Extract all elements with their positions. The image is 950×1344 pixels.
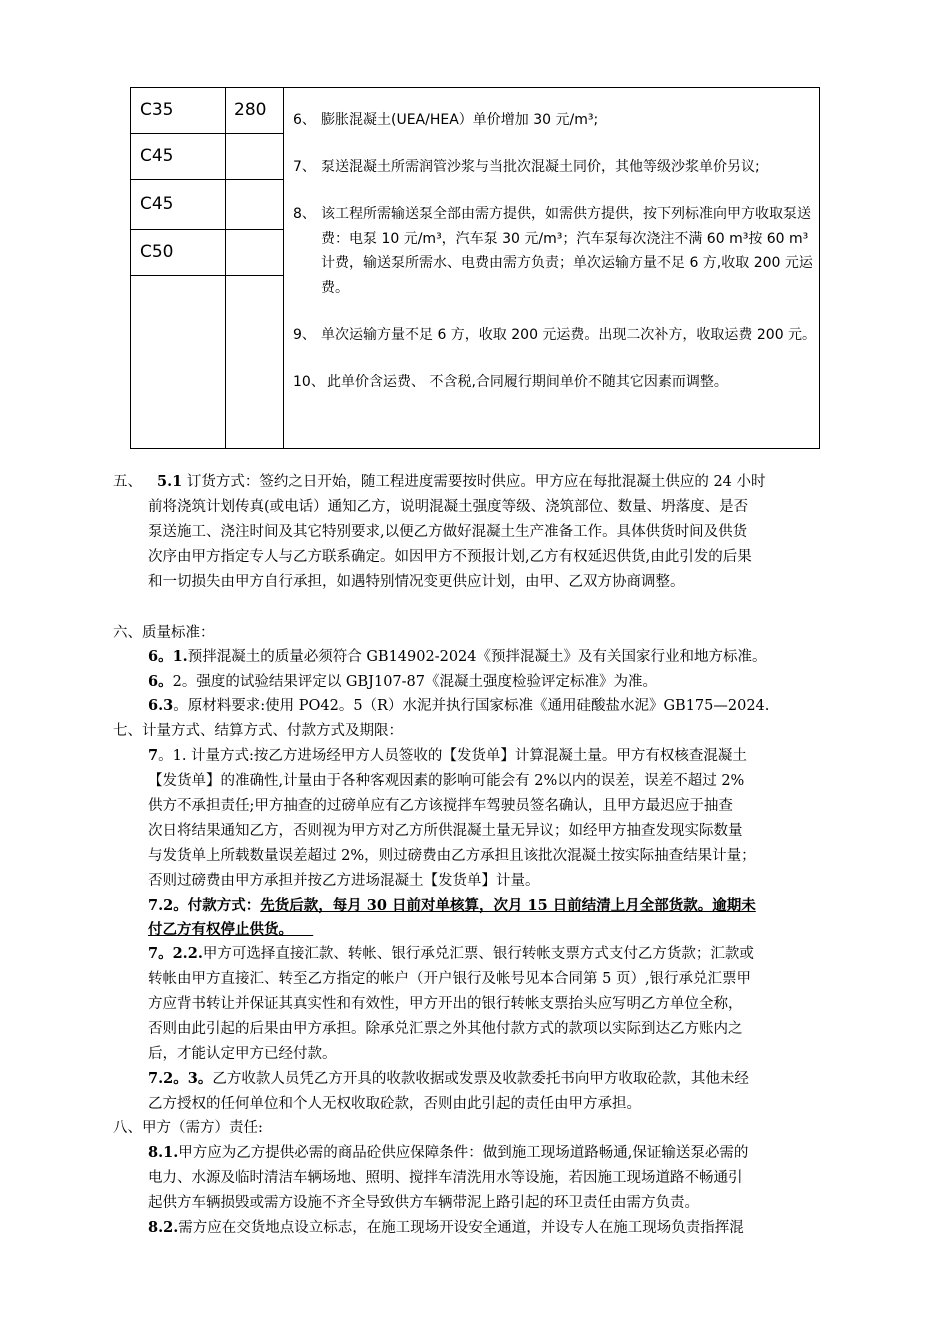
note-text: 泵送混凝土所需润管沙浆与当批次混凝土同价，其他等级沙浆单价另议; [321, 158, 760, 175]
clause-number: 6。1. [148, 648, 188, 665]
price-notes [293, 108, 818, 394]
clause-text: 甲方可选择直接汇款、转帐、银行承兑汇票、银行转帐支票方式支付乙方货款；汇款或 [202, 946, 754, 962]
clause-number: 8.1. [148, 1144, 179, 1161]
payment-terms-line [148, 894, 756, 919]
note-text: 膨胀混凝土(UEA/HEA）单价增加 30 元/m³; [321, 112, 599, 128]
section-7-title: 七、计量方式、结算方式、付款方式及期限： [113, 723, 403, 739]
section-7-line: 与发货单上所载数量误差超过 2%，则过磅费由乙方承担且该批次混凝土按实际抽查结果计量； [148, 848, 756, 864]
clause-text: 乙方收款人员凭乙方开具的收款收据或发票及收款委托书向甲方收取砼款，其他未经 [212, 1071, 749, 1087]
section-8-line [148, 1141, 748, 1166]
clause-text: 预拌混凝土的质量必须符合 GB14902-2024《预拌混凝土》及有关国家行业和地方标准。 [187, 649, 767, 665]
section-7-line: 后，才能认定甲方已经付款。 [148, 1046, 337, 1062]
section-7-line: 否则由此引起的后果由甲方承担。除承兑汇票之外其他付款方式的款项以实际到达乙方账内之 [148, 1021, 743, 1037]
section-5-line: 和一切损失由甲方自行承担，如遇特别情况变更供应计划，由甲、乙双方协商调整。 [148, 574, 685, 590]
clause-number: 6.3 [148, 697, 174, 714]
section-5-line: 泵送施工、浇注时间及其它特别要求,以便乙方做好混凝土生产准备工作。具体供货时间及供货 [148, 524, 748, 540]
grade-cell: C35 [131, 88, 225, 134]
note-text: 该工程所需输送泵全部由需方提供，如需供方提供，按下列标准向甲方收取泵送费：电泵 10 元/m³，汽车泵 30 元/m³；汽车泵每次浇注不满 60 m³按 60 m³计费，输送泵所需水、电费由需方负责；单次运输方量不足 6 方,收取 200 元运费。 [321, 206, 813, 296]
section-6-item [148, 645, 767, 670]
section-8-line: 电力、水源及临时清洁车辆场地、照明、搅拌车清洗用水等设施，若因施工现场道路不畅通引 [148, 1170, 743, 1186]
section-5-line: 前将浇筑计划传真(或电话）通知乙方，说明混凝土强度等级、浇筑部位、数量、坍落度、是否 [148, 499, 749, 515]
note-item [293, 155, 818, 180]
clause-text: 甲方应为乙方提供必需的商品砼供应保障条件：做到施工现场道路畅通,保证输送泵必需的 [178, 1145, 749, 1161]
grade-cell: C45 [131, 134, 225, 180]
clause-number: 6。 [148, 673, 173, 690]
payment-terms-text: 付乙方有权停止供货。 [148, 921, 293, 938]
section-6-item [148, 694, 769, 719]
grade-column [131, 88, 226, 448]
grade-cell [131, 276, 225, 448]
section-5-heading: 五、 [113, 474, 142, 490]
section-8-line: 起供方车辆损毁或需方设施不齐全导致供方车辆带泥上路引起的环卫责任由需方负责。 [148, 1195, 699, 1211]
note-item [293, 202, 818, 300]
section-7-line: 乙方授权的任何单位和个人无权收取砼款，否则由此引起的责任由甲方承担。 [148, 1096, 641, 1112]
clause-text: 需方应在交货地点设立标志，在施工现场开设安全通道，并设专人在施工现场负责指挥混 [178, 1220, 744, 1236]
price-cell [226, 230, 283, 276]
section-6-item [148, 670, 657, 695]
grade-cell: C50 [131, 230, 225, 276]
clause-text: 订货方式：签约之日开始，随工程进度需要按时供应。甲方应在每批混凝土供应的 24 小时 [186, 474, 766, 490]
section-5-line [157, 470, 766, 495]
note-number: 6、 [293, 112, 316, 128]
clause-number: 5.1 [157, 473, 183, 490]
clause-text: 。原材料要求:使用 PO42。5（R）水泥并执行国家标准《通用硅酸盐水泥》GB175—2024. [173, 698, 770, 714]
note-item [293, 370, 818, 395]
price-cell [226, 180, 283, 230]
note-text: 单次运输方量不足 6 方，收取 200 元运费。出现二次补方，收取运费 200 元。 [321, 327, 817, 343]
payment-terms-line [148, 918, 313, 943]
section-5-line: 次序由甲方指定专人与乙方联系确定。如因甲方不预报计划,乙方有权延迟供货,由此引发的后果 [148, 549, 752, 565]
note-number: 7、 [293, 158, 316, 175]
note-item [293, 108, 818, 133]
section-7-line: 供方不承担责任;甲方抽查的过磅单应有乙方该搅拌车驾驶员签名确认，且甲方最迟应于抽查 [148, 798, 733, 814]
section-7-line: 次日将结果通知乙方，否则视为甲方对乙方所供混凝土量无异议；如经甲方抽查发现实际数量 [148, 823, 743, 839]
clause-text: 2。强度的试验结果评定以 GBJ107-87《混凝土强度检验评定标准》为准。 [172, 674, 658, 690]
section-8-line [148, 1216, 744, 1241]
price-cell [226, 134, 283, 180]
clause-number: 7.2。3。 [148, 1070, 213, 1087]
price-column [226, 88, 284, 448]
section-7-line: 【发货单】的准确性,计量由于各种客观因素的影响可能会有 2%以内的误差，误差不超过 2% [148, 773, 745, 789]
section-7-line [148, 1067, 749, 1092]
price-cell [226, 276, 283, 448]
clause-number: 7 [148, 747, 159, 764]
section-7-line [148, 942, 754, 967]
section-7-line: 否则过磅费由甲方承担并按乙方进场混凝土【发货单】计量。 [148, 873, 540, 889]
note-number: 9、 [293, 327, 316, 343]
note-text: 此单价含运费、 不含税,合同履行期间单价不随其它因素而调整。 [327, 373, 728, 390]
section-7-line [148, 744, 747, 769]
clause-number: 7。2.2. [148, 945, 203, 962]
clause-text: 。1. 计量方式:按乙方进场经甲方人员签收的【发货单】计算混凝土量。甲方有权核查混凝土 [158, 748, 747, 764]
note-number: 10、 [293, 373, 325, 390]
section-8-title: 八、甲方（需方）责任: [113, 1120, 263, 1136]
section-7-line: 方应背书转让并保证其真实性和有效性，甲方开出的银行转帐支票抬头应写明乙方单位全称， [148, 996, 743, 1012]
price-cell: 280 [226, 88, 283, 134]
grade-cell: C45 [131, 180, 225, 230]
section-7-line: 转帐由甲方直接汇、转至乙方指定的帐户（开户银行及帐号见本合同第 5 页）,银行承兑汇票甲 [148, 971, 752, 987]
payment-terms-text: 先货后款，每月 30 日前对单核算，次月 15 日前结清上月全部货款。逾期未 [260, 897, 756, 914]
clause-number: 7.2。付款方式： [148, 897, 261, 914]
price-table [130, 87, 820, 449]
note-item [293, 323, 818, 348]
section-6-title: 六、质量标准： [113, 625, 215, 641]
note-number: 8、 [293, 206, 316, 222]
clause-number: 8.2. [148, 1219, 179, 1236]
